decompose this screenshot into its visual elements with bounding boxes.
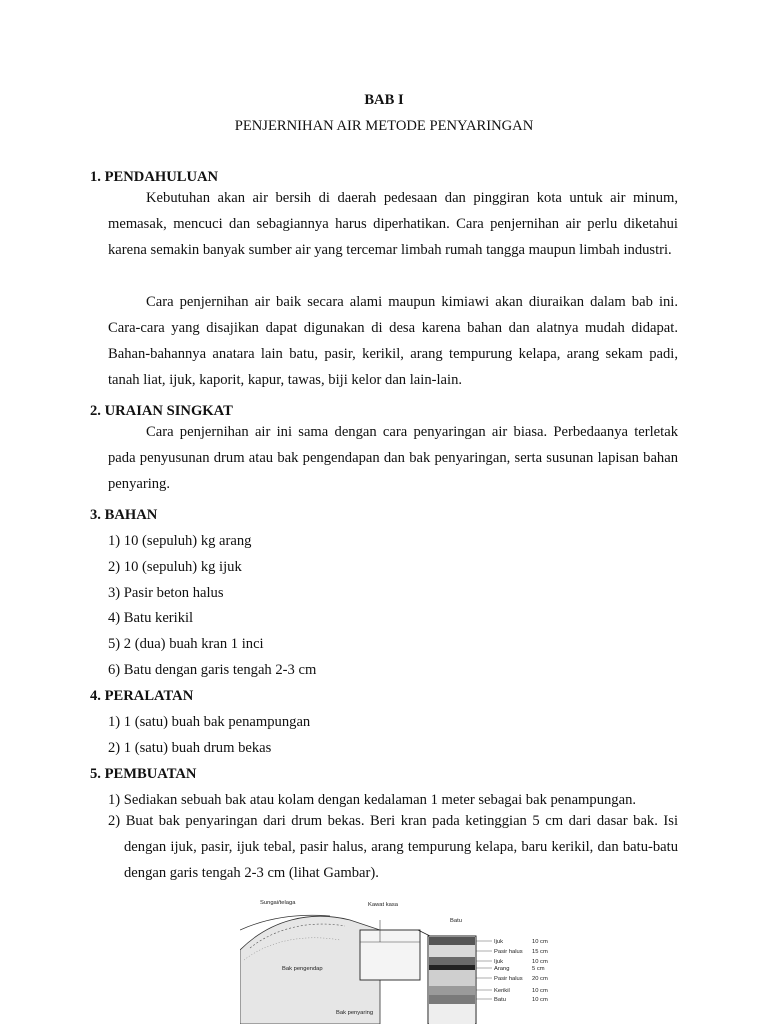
layer-label: Kerikil [494, 988, 510, 994]
label-sungai: Sungai/telaga [260, 900, 296, 906]
list-item: 1) 1 (satu) buah bak penampungan [108, 714, 311, 730]
layer-label: Batu [494, 997, 506, 1003]
layer-size: 15 cm [532, 949, 548, 955]
section-heading-bahan: 3. BAHAN [90, 507, 158, 523]
layer-size: 10 cm [532, 959, 548, 965]
settling-tank-shape [360, 930, 420, 980]
label-kawat-kasa: Kawat kasa [368, 902, 398, 908]
layer-label: Pasir halus [494, 949, 523, 955]
layer-ijuk [429, 937, 475, 945]
layer-size: 10 cm [532, 939, 548, 945]
section-heading-peralatan: 4. PERALATAN [90, 688, 194, 704]
layer-label: Arang [494, 966, 510, 972]
layer-arang [429, 965, 475, 970]
section-heading-pendahuluan: 1. PENDAHULUAN [90, 169, 219, 185]
layer-size: 5 cm [532, 966, 545, 972]
layer-label: Pasir halus [494, 976, 523, 982]
layer-pasir-halus [429, 945, 475, 957]
chapter-number: BAB I [364, 92, 404, 108]
layer-size: 10 cm [532, 988, 548, 994]
layer-label: Ijuk [494, 939, 504, 945]
paragraph: Kebutuhan akan air bersih di daerah pedesaan dan pinggiran kota untuk air minum, memasak, mencuci dan sebagiannya harus diperhatikan. Cara penjernihan air perlu diketahui karena semakin banyak sumber air yang tercemar limbah rumah tangga maupun limbah industri. [108, 190, 678, 258]
layer-size: 10 cm [532, 997, 548, 1003]
list-item: 2) Buat bak penyaringan dari drum bekas. Beri kran pada ketinggian 5 cm dari dasar bak. Isi dengan ijuk, pasir, ijuk tebal, pasir halus, arang tempurung kelapa, baru kerikil, dan batu-batu dengan garis tengah 2-3 cm (lihat Gambar). [108, 813, 678, 881]
section-heading-pembuatan: 5. PEMBUATAN [90, 766, 197, 782]
list-item: 1) Sediakan sebuah bak atau kolam dengan kedalaman 1 meter sebagai bak penampungan. [108, 792, 637, 808]
label-bak-pengendap: Bak pengendap [282, 966, 323, 972]
list-item: 4) Batu kerikil [108, 610, 194, 626]
list-item: 2) 10 (sepuluh) kg ijuk [108, 559, 242, 575]
list-item: 6) Batu dengan garis tengah 2-3 cm [108, 662, 317, 678]
layer-pasir-halus [429, 970, 475, 986]
chapter-title: PENJERNIHAN AIR METODE PENYARINGAN [234, 118, 534, 134]
label-bak-penyaring: Bak penyaring [336, 1010, 374, 1016]
layer-label: Ijuk [494, 959, 504, 965]
filtration-diagram [240, 890, 560, 1024]
layer-size: 20 cm [532, 976, 548, 982]
paragraph: Cara penjernihan air ini sama dengan cara penyaringan air biasa. Perbedaanya terletak pada penyusunan drum atau bak pengendapan dan bak penyaringan, serta susunan lapisan bahan penyaring. [108, 424, 678, 492]
section-heading-uraian-singkat: 2. URAIAN SINGKAT [90, 403, 233, 419]
layer-batu [429, 995, 475, 1004]
drum-bottom [429, 1004, 475, 1024]
list-item: 5) 2 (dua) buah kran 1 inci [108, 636, 264, 652]
label-batu: Batu [450, 918, 462, 924]
list-item: 1) 10 (sepuluh) kg arang [108, 533, 252, 549]
list-item: 3) Pasir beton halus [108, 585, 224, 601]
layer-ijuk [429, 957, 475, 965]
layer-kerikil [429, 986, 475, 995]
list-item: 2) 1 (satu) buah drum bekas [108, 740, 272, 756]
paragraph: Cara penjernihan air baik secara alami maupun kimiawi akan diuraikan dalam bab ini. Cara-cara yang disajikan dapat digunakan di desa karena bahan dan alatnya mudah didapat. Bahan-bahannya anatara lain batu, pasir, kerikil, arang tempurung kelapa, arang sekam padi, tanah liat, ijuk, kaporit, kapur, tawas, biji kelor dan lain-lain. [108, 294, 678, 388]
